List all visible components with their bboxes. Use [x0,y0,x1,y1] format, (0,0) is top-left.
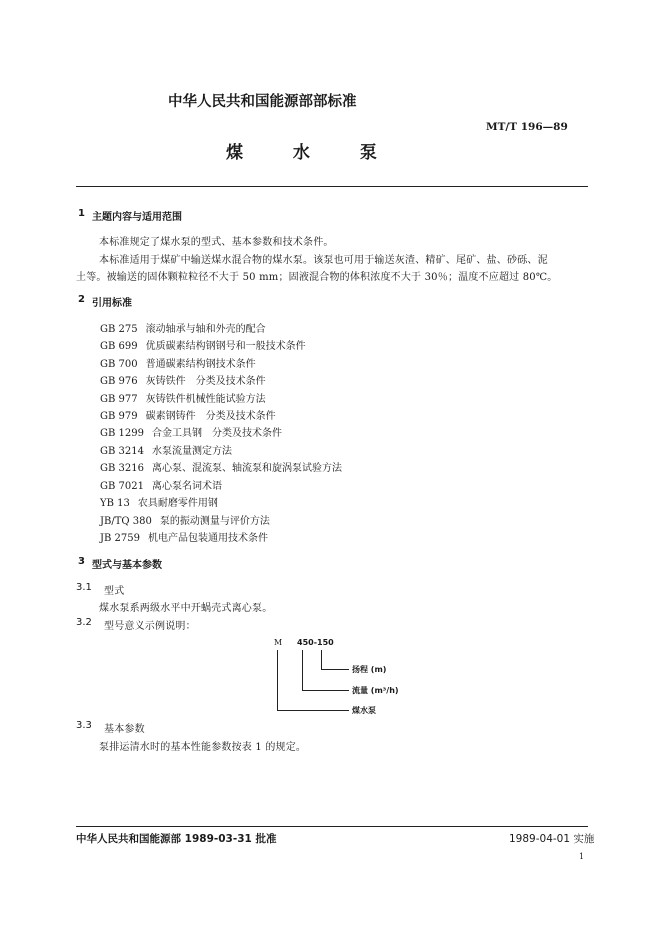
section-1-heading: 主题内容与适用范围 [92,212,182,223]
diagram-pump-line [277,650,278,711]
reference-item [100,442,232,457]
subsection-3-2-heading: 型号意义示例说明： [104,621,196,632]
reference-item [100,512,270,527]
reference-item [100,494,218,509]
section-3-number: 3 [78,556,85,567]
reference-title: 泵的振动测量与评价方法 [159,516,270,527]
reference-title: 合金工具钢 分类及技术条件 [151,428,282,439]
reference-item [100,529,268,544]
section-1-paragraph-1: 本标准规定了煤水泵的型式、基本参数和技术条件。 [99,237,334,248]
header-organization: 中华人民共和国能源部部标准 [168,94,357,110]
reference-item [100,355,256,370]
reference-code: GB 977 [100,394,138,405]
reference-code: GB 3216 [100,463,144,474]
diagram-flow-line [302,650,303,691]
subsection-3-1-heading: 型式 [104,586,125,597]
section-2-heading: 引用标准 [92,298,132,309]
section-1-paragraph-2-line-1: 本标准适用于煤矿中输送煤水混合物的煤水泵。该泵也可用于输送灰渣、精矿、尾矿、盐、砂砾、泥 [99,255,548,266]
subsection-3-3-heading: 基本参数 [104,724,145,735]
reference-code: JB/TQ 380 [100,516,152,527]
section-3-heading: 型式与基本参数 [92,560,162,571]
subsection-3-3-number: 3.3 [76,720,92,731]
reference-item [100,459,342,474]
reference-code: JB 2759 [100,533,140,544]
reference-code: GB 979 [100,411,138,422]
reference-title: 碳素钢铸件 分类及技术条件 [145,411,276,422]
page-number: 1 [579,852,585,861]
reference-code: GB 275 [100,324,138,335]
section-1-number: 1 [78,208,85,219]
reference-item [100,390,266,405]
approval-line: 中华人民共和国能源部 1989-03-31 批准 [76,833,277,845]
diagram-pump-line [277,710,349,711]
diagram-label-flow: 流量 (m³/h) [352,686,399,695]
reference-title: 农具耐磨零件用钢 [137,498,218,509]
diagram-prefix: M [274,638,283,647]
reference-code: GB 1299 [100,428,144,439]
reference-code: GB 699 [100,341,138,352]
document-title: 煤 水 泵 [226,143,399,163]
reference-title: 离心泵、混流泵、轴流泵和旋涡泵试验方法 [151,463,342,474]
reference-code: GB 700 [100,359,138,370]
reference-item [100,372,266,387]
reference-code: GB 3214 [100,446,144,457]
reference-code: GB 976 [100,376,138,387]
diagram-label-head: 扬程 (m) [352,665,387,674]
diagram-head-line [321,669,349,670]
reference-title: 灰铸铁件 分类及技术条件 [145,376,266,387]
reference-title: 机电产品包装通用技术条件 [148,533,268,544]
reference-item [100,320,266,335]
section-2-number: 2 [78,294,85,305]
standard-number: MT/T 196—89 [486,121,568,133]
reference-title: 水泵流量测定方法 [151,446,232,457]
reference-item [100,424,282,439]
reference-title: 普通碳素结构钢技术条件 [145,359,256,370]
reference-code: GB 7021 [100,481,144,492]
reference-code: YB 13 [100,498,130,509]
reference-title: 灰铸铁件机械性能试验方法 [145,394,266,405]
reference-item [100,337,306,352]
diagram-label-pump: 煤水泵 [352,706,376,715]
reference-title: 优质碳素结构钢钢号和一般技术条件 [145,341,306,352]
subsection-3-3-text: 泵排运清水时的基本性能参数按表 1 的规定。 [99,742,307,753]
implementation-date: 1989-04-01 实施 [509,833,595,845]
subsection-3-1-text: 煤水泵系两级水平中开蜗壳式离心泵。 [99,603,273,614]
section-1-paragraph-2-line-2: 土等。被输送的固体颗粒粒径不大于 50 mm；固液混合物的体积浓度不大于 30％；温度不应超过 80℃。 [76,272,558,283]
header-rule [76,186,588,187]
diagram-flow-line [302,690,349,691]
reference-item [100,477,222,492]
subsection-3-2-number: 3.2 [76,617,92,628]
reference-title: 滚动轴承与轴和外壳的配合 [145,324,266,335]
diagram-model-code: 450-150 [297,638,334,647]
reference-item [100,407,276,422]
subsection-3-1-number: 3.1 [76,582,92,593]
diagram-head-line [321,650,322,670]
footer-rule [76,826,588,827]
reference-title: 离心泵名词术语 [151,481,222,492]
